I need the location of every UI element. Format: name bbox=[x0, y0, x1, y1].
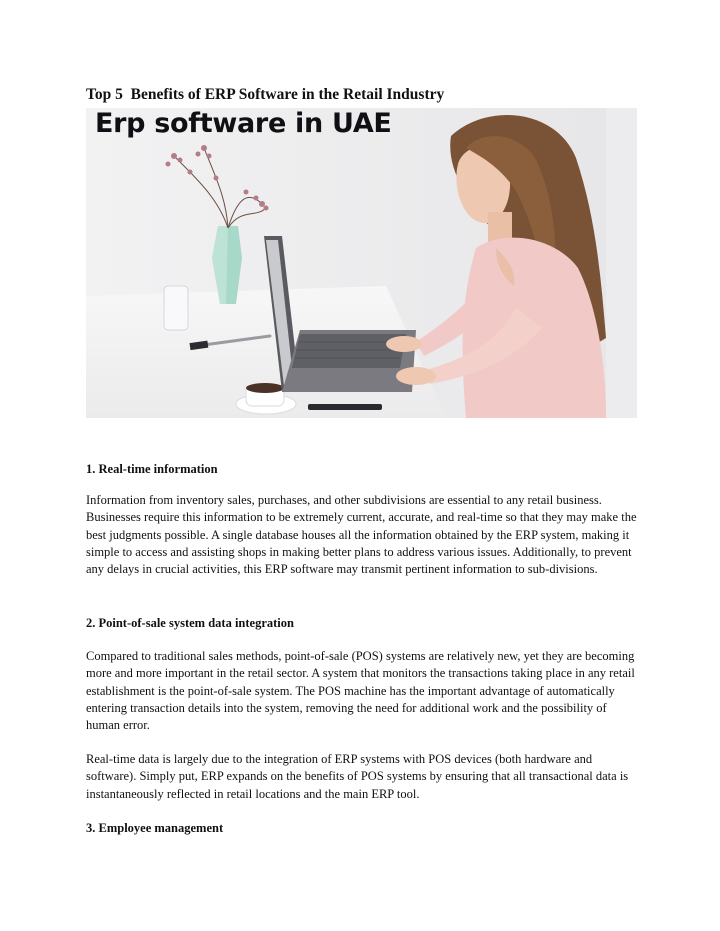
section-heading-3: 3. Employee management bbox=[86, 821, 224, 835]
hero-image-caption: Erp software in UAE bbox=[95, 108, 392, 139]
section-2-paragraph-1: Compared to traditional sales methods, point-of-sale (POS) systems are relatively new, yet they are becoming more and more important in the retail sector. A system that monitors the transactions taking place in any retail establishment is the point-of-sale system. The POS machine has the important advantage of automatically entering transaction details into the system, removing the need for additional work and the possibility of human error. bbox=[86, 649, 635, 733]
section-1-paragraph-1: Information from inventory sales, purchases, and other subdivisions are essential to any retail business. Businesses require this information to be extremely current, accurate, and real-time so that they may make the best judgments possible. A single database houses all the information obtained by the ERP system, making it simple to access and assisting shops in making better plans to address various issues. Additionally, to prevent any delays in crucial activities, this ERP software may transmit pertinent information to sub-divisions. bbox=[86, 493, 637, 577]
section-heading-2: 2. Point-of-sale system data integration bbox=[86, 616, 294, 630]
document-title: Top 5 Benefits of ERP Software in the Retail Industry bbox=[86, 86, 445, 103]
section-heading-1: 1. Real-time information bbox=[86, 462, 218, 476]
section-2-paragraph-2: Real-time data is largely due to the integration of ERP systems with POS devices (both hardware and software). Simply put, ERP expands on the benefits of POS systems by ensuring that all transactional data is instantaneously reflected in retail locations and the main ERP tool. bbox=[86, 752, 629, 801]
hero-image bbox=[86, 108, 637, 418]
hero-illustration bbox=[86, 108, 637, 418]
